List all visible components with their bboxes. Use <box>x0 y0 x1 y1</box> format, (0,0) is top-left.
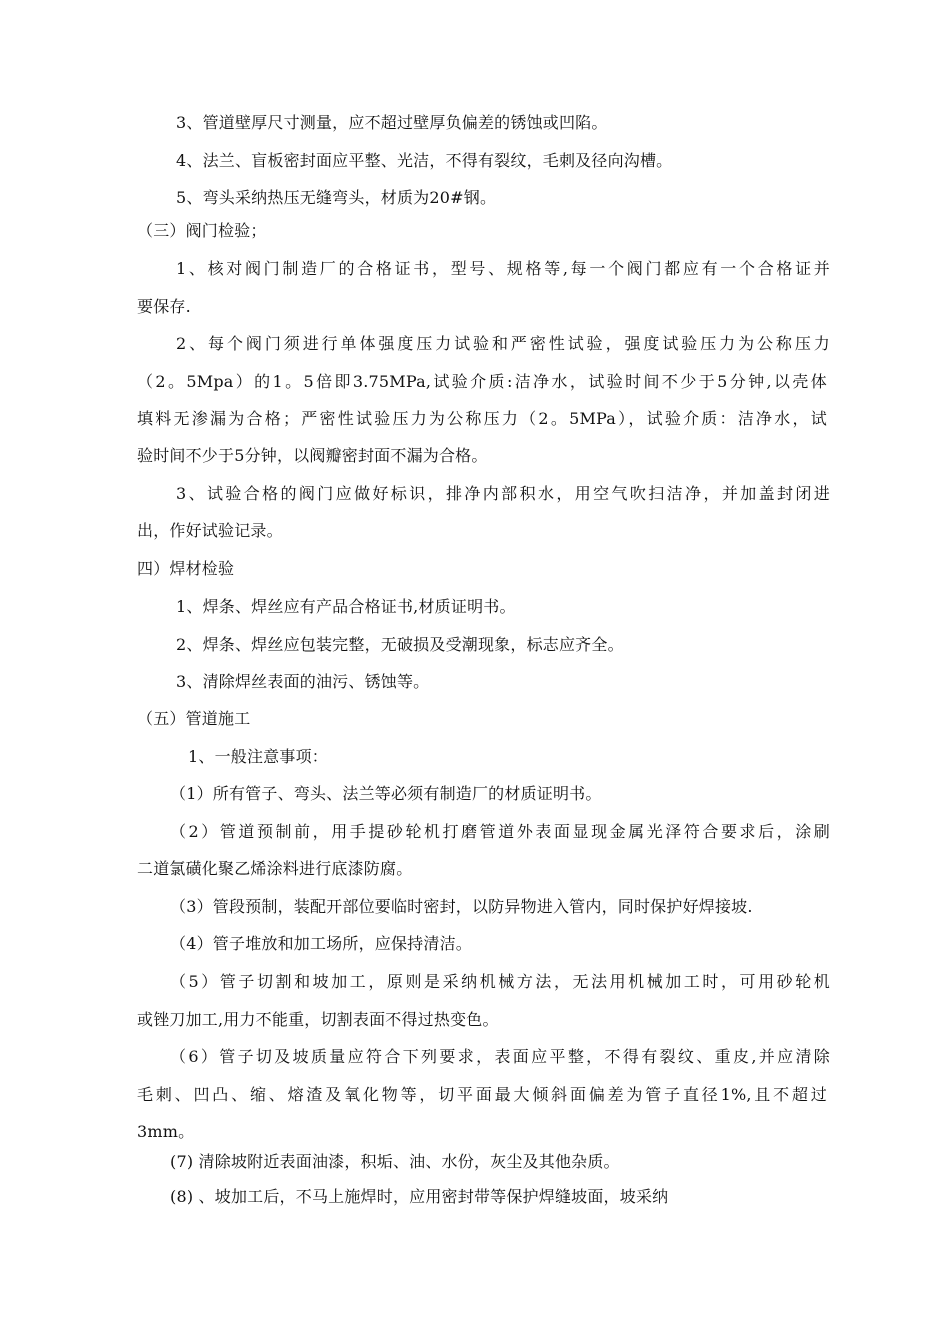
text-line: 填料无渗漏为合格；严密性试验压力为公称压力（2。5MPa），试验介质：洁净水，试 <box>137 409 827 428</box>
text-line: 3、管道壁厚尺寸测量，应不超过壁厚负偏差的锈蚀或凹陷。 <box>176 113 608 132</box>
text-line: 3、试验合格的阀门应做好标识，排净内部积水，用空气吹扫洁净，并加盖封闭进 <box>176 484 830 503</box>
text-line: （5）管子切割和坡加工，原则是采纳机械方法，无法用机械加工时，可用砂轮机 <box>170 972 830 991</box>
text-line: 1、一般注意事项： <box>188 747 328 766</box>
text-line: (8) 、坡加工后，不马上施焊时，应用密封带等保护焊缝坡面，坡采纳 <box>170 1187 669 1206</box>
text-line: （1）所有管子、弯头、法兰等必须有制造厂的材质证明书。 <box>170 784 602 803</box>
text-line: 要保存. <box>137 297 191 316</box>
text-line: 3、清除焊丝表面的油污、锈蚀等。 <box>176 672 430 691</box>
text-line: （3）管段预制，装配开部位要临时密封，以防异物进入管内，同时保护好焊接坡. <box>170 897 753 916</box>
section-heading: （三）阀门检验； <box>137 221 267 240</box>
text-line: （2。5Mpa）的1。5倍即3.75MPa,试验介质:洁净水，试验时间不少于5分钟,以壳体 <box>137 372 827 391</box>
text-line: 毛刺、凹凸、缩、熔渣及氧化物等，切平面最大倾斜面偏差为管子直径1%,且不超过 <box>137 1085 827 1104</box>
text-line: (7) 清除坡附近表面油漆，积垢、油、水份，灰尘及其他杂质。 <box>170 1152 620 1171</box>
text-line: 2、焊条、焊丝应包装完整，无破损及受潮现象，标志应齐全。 <box>176 635 624 654</box>
text-line: 1、核对阀门制造厂的合格证书，型号、规格等,每一个阀门都应有一个合格证并 <box>176 259 830 278</box>
text-line: 5、弯头采纳热压无缝弯头，材质为20#钢。 <box>176 188 497 207</box>
text-line: （6）管子切及坡质量应符合下列要求，表面应平整，不得有裂纹、重皮,并应清除 <box>170 1047 830 1066</box>
text-line: （2）管道预制前，用手提砂轮机打磨管道外表面显现金属光泽符合要求后，涂刷 <box>170 822 830 841</box>
text-line: （4）管子堆放和加工场所，应保持清洁。 <box>170 934 472 953</box>
text-line: 验时间不少于5分钟，以阀瓣密封面不漏为合格。 <box>137 446 488 465</box>
section-heading: 四）焊材检验 <box>137 559 235 578</box>
text-line: 二道氯磺化聚乙烯涂料进行底漆防腐。 <box>137 859 413 878</box>
text-line: 出，作好试验记录。 <box>137 521 283 540</box>
text-line: 1、焊条、焊丝应有产品合格证书,材质证明书。 <box>176 597 516 616</box>
text-line: 2、每个阀门须进行单体强度压力试验和严密性试验，强度试验压力为公称压力 <box>176 334 830 353</box>
text-line: 3mm。 <box>137 1122 195 1141</box>
section-heading: （五）管道施工 <box>137 709 251 728</box>
text-line: 或锉刀加工,用力不能重，切割表面不得过热变色。 <box>137 1010 499 1029</box>
text-line: 4、法兰、盲板密封面应平整、光洁，不得有裂纹，毛刺及径向沟槽。 <box>176 151 673 170</box>
